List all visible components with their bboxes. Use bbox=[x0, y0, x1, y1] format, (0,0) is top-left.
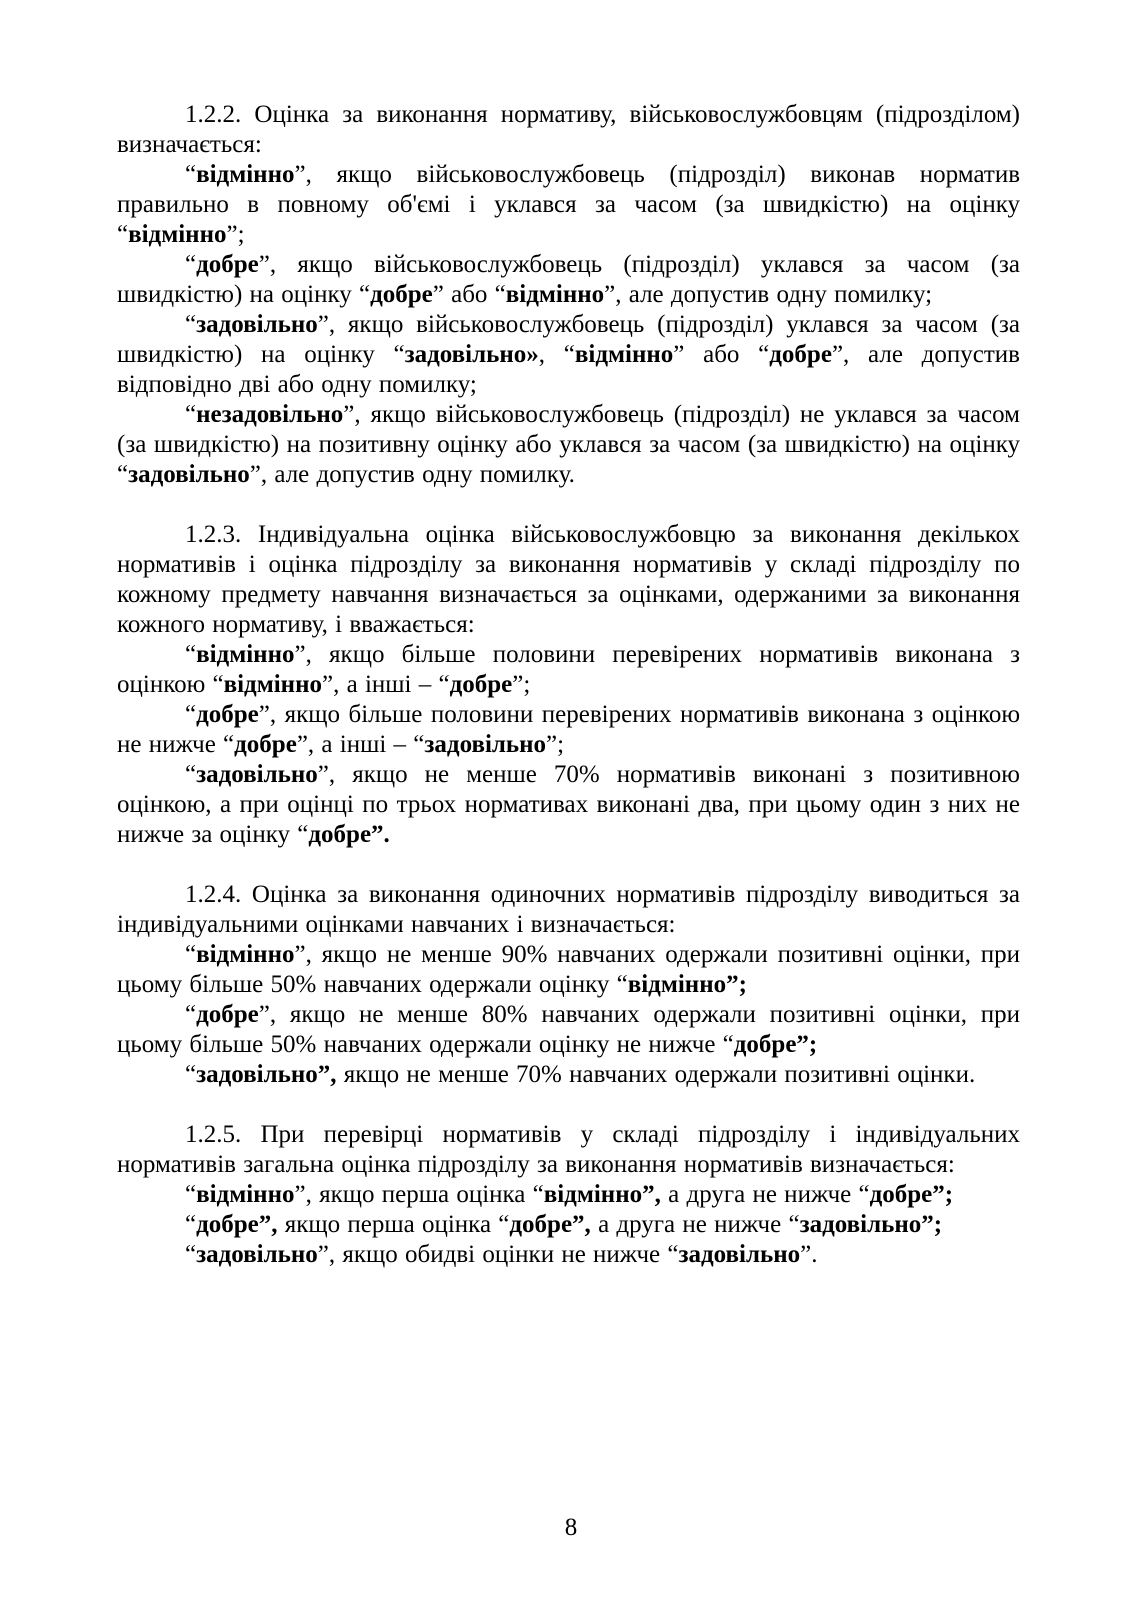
paragraph: 1.2.5. При перевірці нормативів у складі підрозділу і індивідуальних нормативів загальна оцінка підрозділу за виконання нормативів визначається: bbox=[117, 1121, 1020, 1178]
section-1.2.5 bbox=[117, 1120, 1020, 1270]
paragraph: “задовільно”, якщо не менше 70% нормативів виконані з позитивною оцінкою, а при оцінці по трьох нормативах виконані два, при цьому один з них не нижче за оцінку “добре”. bbox=[117, 761, 1020, 848]
paragraph: 1.2.4. Оцінка за виконання одиночних нормативів підрозділу виводиться за індивідуальними оцінками навчаних і визначається: bbox=[117, 881, 1020, 938]
paragraph: “відмінно”, якщо військовослужбовець (підрозділ) виконав норматив правильно в повному об'ємі і уклався за часом (за швидкістю) на оцінку “відмінно”; bbox=[117, 161, 1020, 248]
paragraph: “задовільно”, якщо військовослужбовець (підрозділ) уклався за часом (за швидкістю) на оцінку “задовільно», “відмінно” або “добре”, але допустив відповідно дві або одну помилку; bbox=[117, 311, 1020, 398]
paragraph: “добре”, якщо військовослужбовець (підрозділ) уклався за часом (за швидкістю) на оцінку “добре” або “відмінно”, але допустив одну помилку; bbox=[117, 251, 1020, 308]
section-1.2.3 bbox=[117, 520, 1020, 850]
paragraph: 1.2.2. Оцінка за виконання нормативу, військовослужбовцям (підрозділом) визначається: bbox=[117, 101, 1020, 158]
paragraph: “добре”, якщо не менше 80% навчаних одержали позитивні оцінки, при цьому більше 50% навчаних одержали оцінку не нижче “добре”; bbox=[117, 1001, 1020, 1058]
paragraph: 1.2.3. Індивідуальна оцінка військовослужбовцю за виконання декількох нормативів і оцінка підрозділу за виконання нормативів у складі підрозділу по кожному предмету навчання визначається за оцінками, одержаними за виконання кожного нормативу, і вважається: bbox=[117, 521, 1020, 638]
paragraph: “відмінно”, якщо не менше 90% навчаних одержали позитивні оцінки, при цьому більше 50% навчаних одержали оцінку “відмінно”; bbox=[117, 941, 1020, 998]
paragraph: “задовільно”, якщо обидві оцінки не нижче “задовільно”. bbox=[185, 1241, 818, 1268]
page-number: 8 bbox=[564, 1514, 578, 1541]
paragraph: “відмінно”, якщо більше половини перевірених нормативів виконана з оцінкою “відмінно”, а інші – “добре”; bbox=[117, 641, 1020, 698]
document-body bbox=[117, 100, 1020, 1270]
paragraph: “відмінно”, якщо перша оцінка “відмінно”, а друга не нижче “добре”; bbox=[185, 1181, 954, 1208]
section-1.2.2 bbox=[117, 100, 1020, 490]
paragraph: “незадовільно”, якщо військовослужбовець (підрозділ) не уклався за часом (за швидкістю) на позитивну оцінку або уклався за часом (за швидкістю) на оцінку “задовільно”, але допустив одну помилку. bbox=[117, 401, 1020, 488]
paragraph: “добре”, якщо більше половини перевірених нормативів виконана з оцінкою не нижче “добре”, а інші – “задовільно”; bbox=[117, 701, 1020, 758]
section-1.2.4 bbox=[117, 880, 1020, 1090]
paragraph: “задовільно”, якщо не менше 70% навчаних одержали позитивні оцінки. bbox=[185, 1061, 976, 1088]
paragraph: “добре”, якщо перша оцінка “добре”, а друга не нижче “задовільно”; bbox=[185, 1211, 943, 1238]
